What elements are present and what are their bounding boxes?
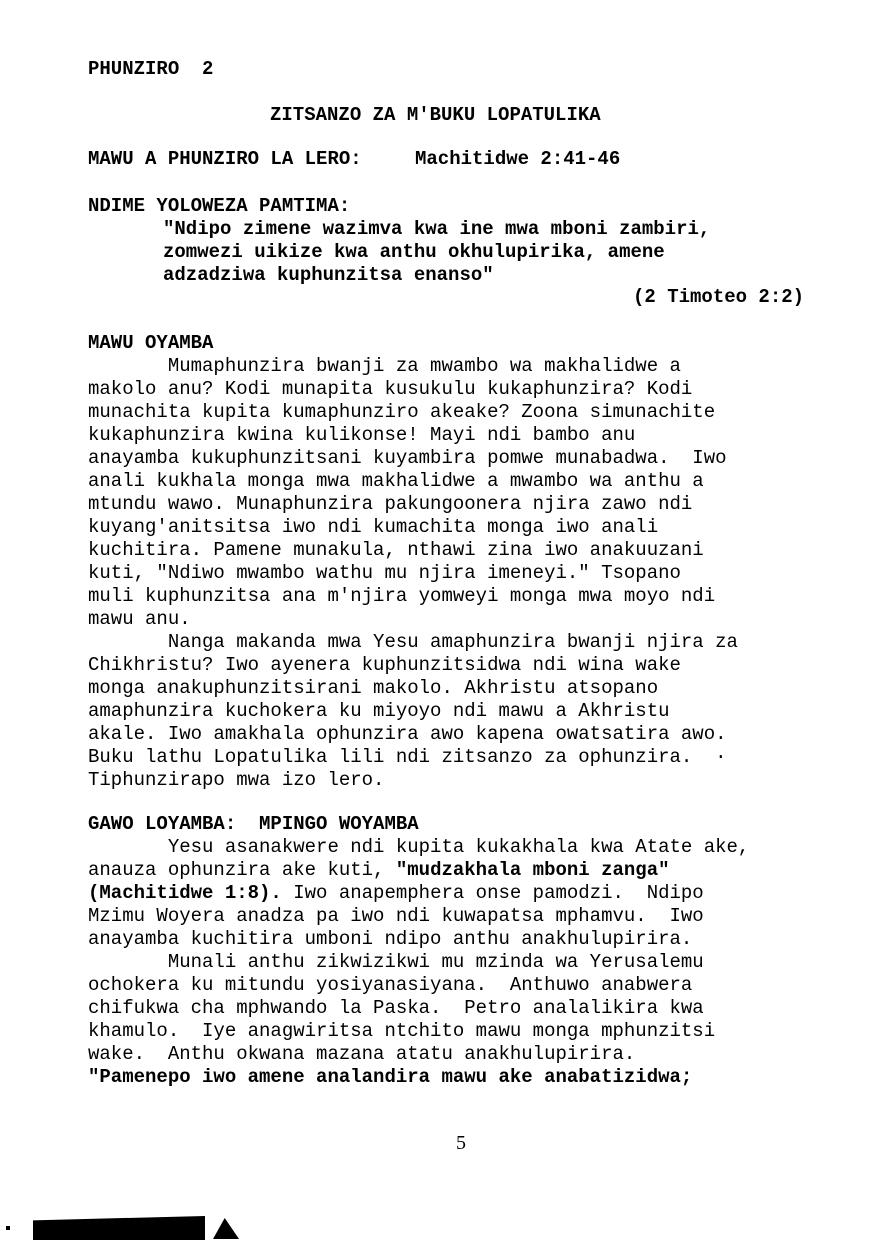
- paragraph-line: mawu anu.: [88, 608, 191, 630]
- paragraph-line: monga anakuphunzitsirani makolo. Akhristu atsopano: [88, 677, 659, 699]
- paragraph-line: Buku lathu Lopatulika lili ndi zitsanzo za ophunzira. ·: [88, 746, 727, 768]
- page-title: ZITSANZO ZA M'BUKU LOPATULIKA: [270, 104, 601, 126]
- paragraph-line: Chikhristu? Iwo ayenera kuphunzitsidwa ndi wina wake: [88, 654, 681, 676]
- paragraph-line: chifukwa cha mphwando la Paska. Petro analalikira kwa: [88, 997, 704, 1019]
- paragraph-text: Iwo anapemphera onse pamodzi. Ndipo: [281, 882, 704, 904]
- paragraph-line: Tiphunzirapo mwa izo lero.: [88, 769, 385, 791]
- paragraph-line: kuchitira. Pamene munakula, nthawi zina iwo anakuuzani: [88, 539, 704, 561]
- paragraph-line: wake. Anthu okwana mazana atatu anakhulupirira.: [88, 1043, 636, 1065]
- paragraph-line: kuyang'anitsitsa iwo ndi kumachita monga iwo anali: [88, 516, 659, 538]
- paragraph-line: Mumaphunzira bwanji za mwambo wa makhalidwe a: [88, 355, 681, 377]
- paragraph-line: [88, 882, 704, 905]
- paragraph-line: makolo anu? Kodi munapita kusukulu kukaphunzira? Kodi: [88, 378, 693, 400]
- paragraph-line: Yesu asanakwere ndi kupita kukakhala kwa Atate ake,: [88, 836, 750, 858]
- memory-verse-reference: (2 Timoteo 2:2): [633, 286, 805, 308]
- emphasized-quote: "mudzakhala mboni zanga": [395, 859, 670, 881]
- paragraph-line: anayamba kukuphunzitsani kuyambira pomwe munabadwa. Iwo: [88, 447, 727, 469]
- paragraph-line: kukaphunzira kwina kulikonse! Mayi ndi bambo anu: [88, 424, 636, 446]
- paragraph-line-bold: "Pamenepo iwo amene analandira mawu ake anabatizidwa;: [88, 1066, 693, 1088]
- paragraph-line: Mzimu Woyera anadza pa iwo ndi kuwapatsa mphamvu. Iwo: [88, 905, 704, 927]
- paragraph-line: mtundu wawo. Munaphunzira pakungoonera njira zawo ndi: [88, 493, 693, 515]
- paragraph-line: akale. Iwo amakhala ophunzira awo kapena owatsatira awo.: [88, 723, 727, 745]
- paragraph-line: amaphunzira kuchokera ku miyoyo ndi mawu a Akhristu: [88, 700, 670, 722]
- paragraph-line: Munali anthu zikwizikwi mu mzinda wa Yerusalemu: [88, 951, 704, 973]
- page-number: 5: [456, 1132, 466, 1154]
- memory-verse-line: adzadziwa kuphunzitsa enanso": [163, 264, 494, 286]
- memory-verse-label: NDIME YOLOWEZA PAMTIMA:: [88, 195, 351, 217]
- scripture-reference: (Machitidwe 1:8).: [88, 882, 282, 904]
- paragraph-line: Nanga makanda mwa Yesu amaphunzira bwanji njira za: [88, 631, 738, 653]
- paragraph-line: khamulo. Iye anagwiritsa ntchito mawu monga mphunzitsi: [88, 1020, 716, 1042]
- reading-reference: Machitidwe 2:41-46: [415, 148, 621, 170]
- scan-artifact: [33, 1216, 205, 1240]
- part-one-heading: GAWO LOYAMBA: MPINGO WOYAMBA: [88, 813, 419, 835]
- paragraph-line: munachita kupita kumaphunziro akeake? Zoona simunachite: [88, 401, 716, 423]
- intro-heading: MAWU OYAMBA: [88, 332, 214, 354]
- memory-verse-line: zomwezi uikize kwa anthu okhulupirika, amene: [163, 241, 665, 263]
- scan-artifact: [6, 1226, 10, 1230]
- paragraph-line: muli kuphunzitsa ana m'njira yomweyi monga mwa moyo ndi: [88, 585, 716, 607]
- paragraph-line: anali kukhala monga mwa makhalidwe a mwambo wa anthu a: [88, 470, 704, 492]
- paragraph-line: kuti, "Ndiwo mwambo wathu mu njira imeneyi." Tsopano: [88, 562, 681, 584]
- memory-verse-line: "Ndipo zimene wazimva kwa ine mwa mboni zambiri,: [163, 218, 711, 240]
- paragraph-line: anayamba kuchitira umboni ndipo anthu anakhulupirira.: [88, 928, 693, 950]
- paragraph-line: ochokera ku mitundu yosiyanasiyana. Anthuwo anabwera: [88, 974, 693, 996]
- scan-artifact: [213, 1218, 239, 1239]
- paragraph-line: [88, 859, 670, 882]
- paragraph-text: anauza ophunzira ake kuti,: [88, 859, 396, 881]
- reading-label: MAWU A PHUNZIRO LA LERO:: [88, 148, 362, 170]
- lesson-number: PHUNZIRO 2: [88, 58, 214, 80]
